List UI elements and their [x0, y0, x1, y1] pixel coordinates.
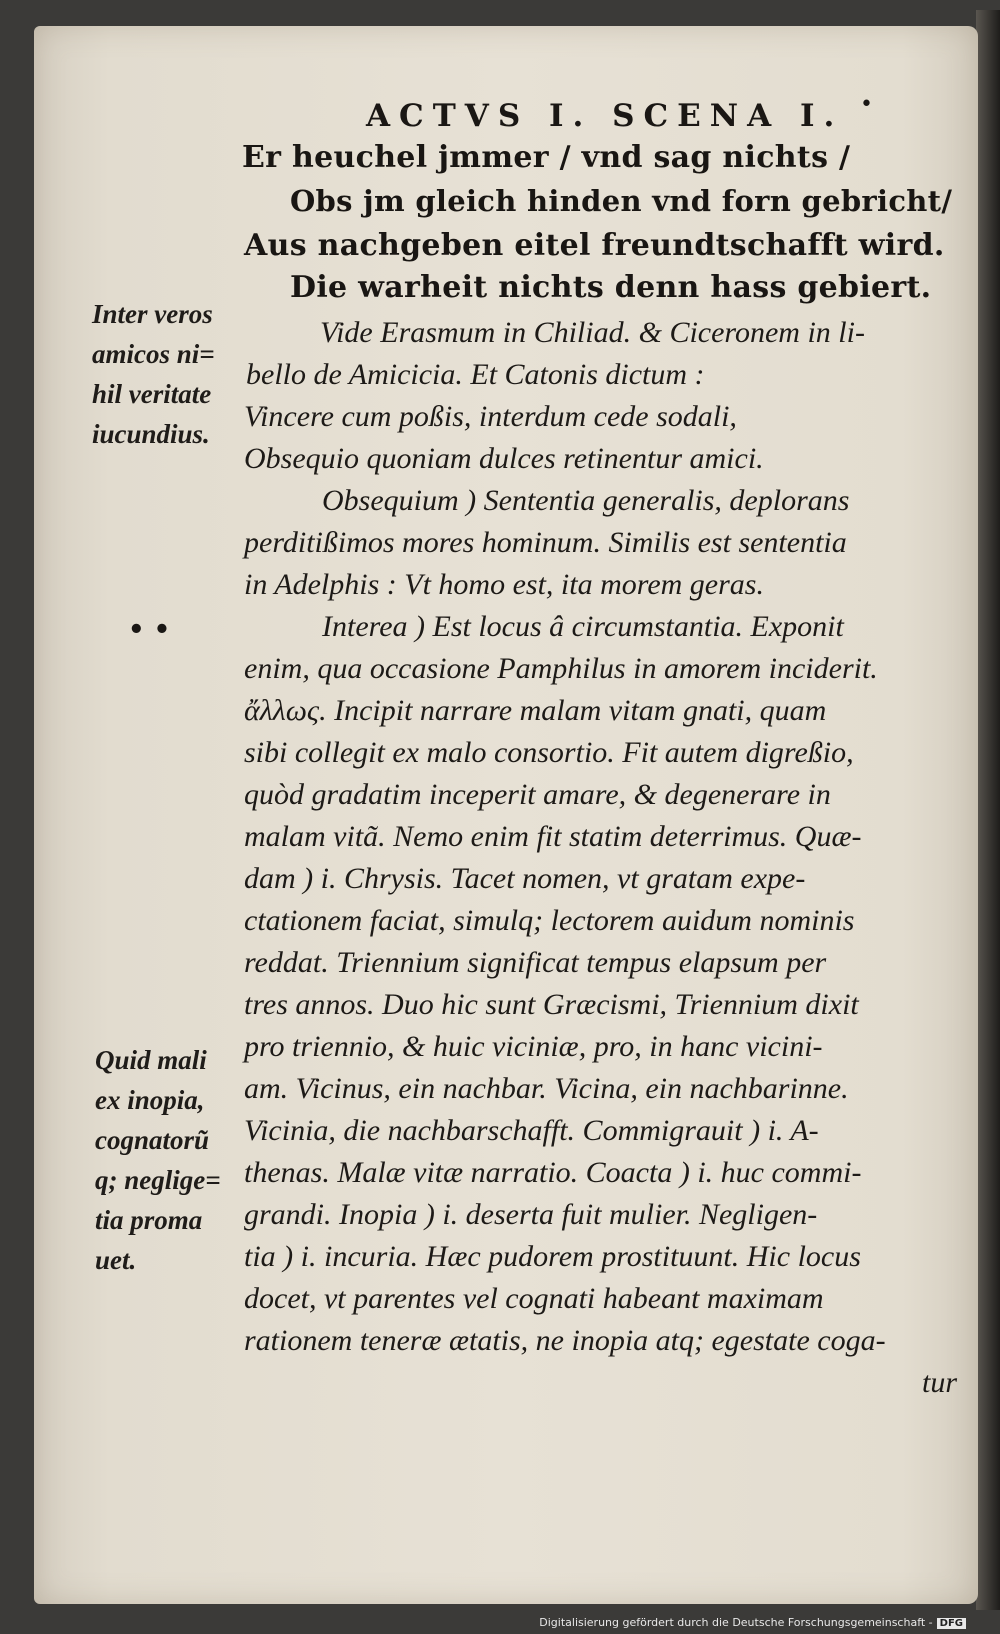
body-line: grandi. Inopia ) i. deserta fuit mulier. Negligen-: [244, 1198, 818, 1231]
body-line: tia ) i. incuria. Hæc pudorem prostituunt. Hic locus: [244, 1240, 861, 1273]
margin-note: Quid mali ex inopia, cognatorũ q; neglige= tia proma uet.: [95, 1045, 221, 1275]
body-line: Interea ) Est locus â circumstantia. Exponit: [322, 610, 844, 643]
body-line: sibi collegit ex malo consortio. Fit autem digreßio,: [244, 736, 854, 769]
margin-marker: • •: [128, 615, 171, 645]
book-edge: [976, 10, 1000, 1610]
body-line: Vide Erasmum in Chiliad. & Ciceronem in li-: [320, 316, 865, 349]
credit-text: Digitalisierung gefördert durch die Deutsche Forschungsgemeinschaft -: [539, 1616, 933, 1629]
body-line: perditißimos mores hominum. Similis est sententia: [244, 526, 847, 559]
body-line: reddat. Triennium significat tempus elapsum per: [244, 946, 827, 979]
margin-note: Inter veros amicos ni= hil veritate iucundius.: [92, 299, 215, 449]
body-line: Vicinia, die nachbarschafft. Commigrauit ) i. A-: [244, 1114, 819, 1147]
body-line: quòd gradatim inceperit amare, & degenerare in: [244, 778, 831, 811]
body-line: am. Vicinus, ein nachbar. Vicina, ein nachbarinne.: [244, 1072, 849, 1105]
verse-line: Obs jm gleich hinden vnd forn gebricht/: [290, 184, 953, 218]
body-line: ctationem faciat, simulq; lectorem auidum nominis: [244, 904, 855, 937]
body-line: rationem teneræ ætatis, ne inopia atq; egestate coga-: [244, 1324, 886, 1357]
verse-line: Aus nachgeben eitel freundtschafft wird.: [244, 228, 945, 263]
page-mark: •: [860, 92, 873, 117]
body-line: Vincere cum poßis, interdum cede sodali,: [244, 400, 737, 433]
catchword: tur: [922, 1366, 958, 1399]
body-line: malam vitã. Nemo enim fit statim deterrimus. Quæ-: [244, 820, 862, 853]
running-head: ACTVS I. SCENA I.: [366, 98, 844, 134]
body-line: enim, qua occasione Pamphilus in amorem inciderit.: [244, 652, 878, 685]
body-line: thenas. Malæ vitæ narratio. Coacta ) i. huc commi-: [244, 1156, 862, 1189]
body-line: ἄλλως. Incipit narrare malam vitam gnati, quam: [244, 694, 827, 727]
body-line: tres annos. Duo hic sunt Græcismi, Triennium dixit: [244, 988, 859, 1021]
body-line: dam ) i. Chrysis. Tacet nomen, vt gratam expe-: [244, 862, 806, 895]
dfg-logo: DFG: [937, 1618, 966, 1629]
verse-line: Er heuchel jmmer / vnd sag nichts /: [242, 140, 851, 175]
digitization-credit: [539, 1616, 966, 1629]
body-line: docet, vt parentes vel cognati habeant maximam: [244, 1282, 824, 1315]
verse-line: Die warheit nichts denn hass gebiert.: [290, 270, 932, 305]
body-line: Obsequio quoniam dulces retinentur amici.: [244, 442, 764, 475]
body-line: bello de Amicicia. Et Catonis dictum :: [246, 358, 705, 391]
body-line: pro triennio, & huic viciniæ, pro, in hanc vicini-: [244, 1030, 823, 1063]
body-line: in Adelphis : Vt homo est, ita morem geras.: [244, 568, 764, 601]
body-line: Obsequium ) Sententia generalis, deplorans: [322, 484, 850, 517]
